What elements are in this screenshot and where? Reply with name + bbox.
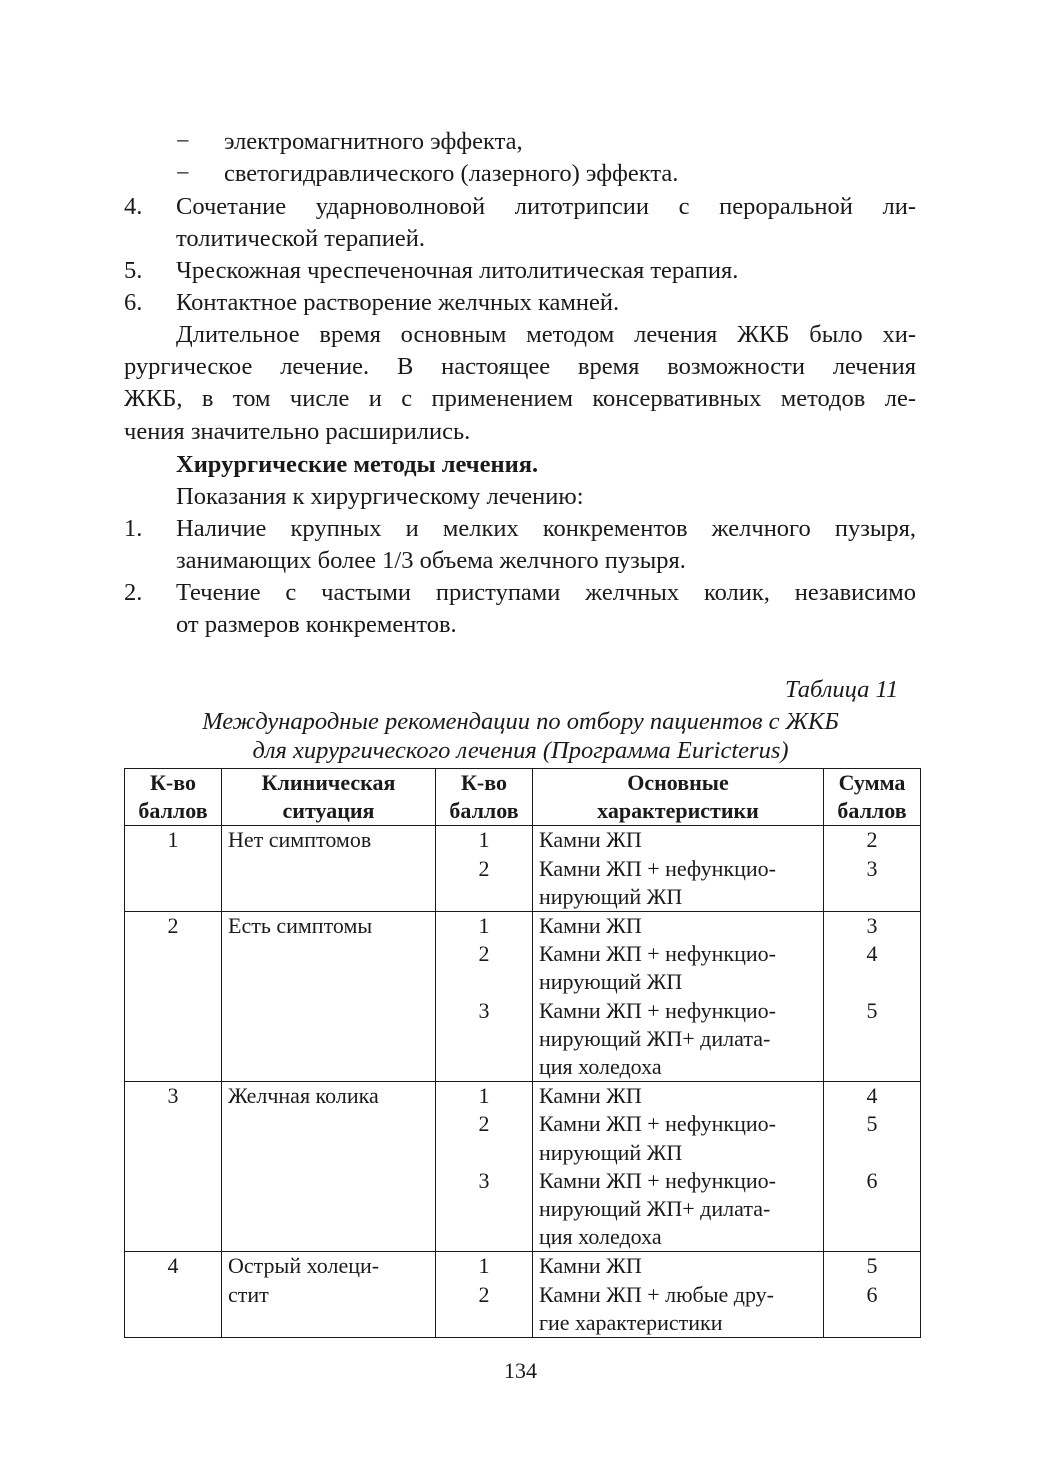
- dash-marker: −: [176, 128, 190, 155]
- cell-sub-scores: 1 2: [436, 826, 533, 912]
- paragraph-line: ЖКБ, в том числе и с применением консервативных методов ле-: [124, 385, 916, 412]
- cell-sum: 3 4 5: [824, 912, 921, 1082]
- table-row: [125, 1082, 921, 1252]
- column-header: К-во баллов: [125, 769, 222, 826]
- table-row: [125, 1252, 921, 1338]
- cell-sum: 5 6: [824, 1252, 921, 1338]
- column-header: К-во баллов: [436, 769, 533, 826]
- cell-sum: 2 3: [824, 826, 921, 912]
- page-number: 134: [504, 1358, 537, 1383]
- cell-sub-scores: 1 2: [436, 1252, 533, 1338]
- cell-sub-scores: 1 2 3: [436, 912, 533, 1082]
- cell-characteristics: Камни ЖП Камни ЖП + нефункцио- нирующий ЖП Камни ЖП + нефункцио- нирующий ЖП+ дилата- ция холедоха: [533, 1082, 824, 1252]
- column-header: Сумма баллов: [824, 769, 921, 826]
- cell-situation: Острый холеци- стит: [222, 1252, 436, 1338]
- dash-item-text: светогидравлического (лазерного) эффекта.: [224, 160, 679, 187]
- dash-item-text: электромагнитного эффекта,: [224, 128, 523, 155]
- section-heading: Хирургические методы лечения.: [176, 451, 539, 478]
- paragraph-line: Длительное время основным методом лечения ЖКБ было хи-: [176, 321, 916, 348]
- table-caption: для хирургического лечения (Программа Euricterus): [252, 737, 789, 764]
- indications-intro: Показания к хирургическому лечению:: [176, 483, 584, 510]
- list-item-text: Течение с частыми приступами желчных колик, независимо: [176, 579, 916, 606]
- cell-characteristics: Камни ЖП Камни ЖП + любые дру- гие характеристики: [533, 1252, 824, 1338]
- cell-sub-scores: 1 2 3: [436, 1082, 533, 1252]
- cell-score: 2: [125, 912, 222, 1082]
- table-row: [125, 912, 921, 1082]
- list-item-text: Чрескожная чреспеченочная литолитическая терапия.: [176, 257, 739, 284]
- list-number: 1.: [124, 515, 143, 542]
- cell-situation: Нет симптомов: [222, 826, 436, 912]
- cell-score: 1: [125, 826, 222, 912]
- table-row: [125, 826, 921, 912]
- table-header-row: [125, 769, 921, 826]
- dash-marker: −: [176, 160, 190, 187]
- list-item-text: Контактное растворение желчных камней.: [176, 289, 620, 316]
- column-header: Основные характеристики: [533, 769, 824, 826]
- list-item-text: занимающих более 1/3 объема желчного пузыря.: [176, 547, 686, 574]
- cell-situation: Желчная колика: [222, 1082, 436, 1252]
- table-label: Таблица 11: [785, 676, 899, 703]
- cell-score: 4: [125, 1252, 222, 1338]
- list-item-text: Наличие крупных и мелких конкрементов желчного пузыря,: [176, 515, 916, 542]
- cell-score: 3: [125, 1082, 222, 1252]
- list-number: 5.: [124, 257, 143, 284]
- list-number: 2.: [124, 579, 143, 606]
- scores-table: [124, 768, 921, 1338]
- list-number: 4.: [124, 193, 143, 220]
- cell-situation: Есть симптомы: [222, 912, 436, 1082]
- list-number: 6.: [124, 289, 143, 316]
- cell-sum: 4 5 6: [824, 1082, 921, 1252]
- paragraph-line: рургическое лечение. В настоящее время возможности лечения: [124, 353, 916, 380]
- cell-characteristics: Камни ЖП Камни ЖП + нефункцио- нирующий ЖП: [533, 826, 824, 912]
- table-caption: Международные рекомендации по отбору пациентов с ЖКБ: [202, 708, 839, 735]
- list-item-text: Сочетание ударноволновой литотрипсии с пероральной ли-: [176, 193, 916, 220]
- paragraph-line: чения значительно расширились.: [124, 418, 471, 445]
- cell-characteristics: Камни ЖП Камни ЖП + нефункцио- нирующий ЖП Камни ЖП + нефункцио- нирующий ЖП+ дилата- ция холедоха: [533, 912, 824, 1082]
- column-header: Клиническая ситуация: [222, 769, 436, 826]
- list-item-text: толитической терапией.: [176, 225, 426, 252]
- list-item-text: от размеров конкрементов.: [176, 611, 457, 638]
